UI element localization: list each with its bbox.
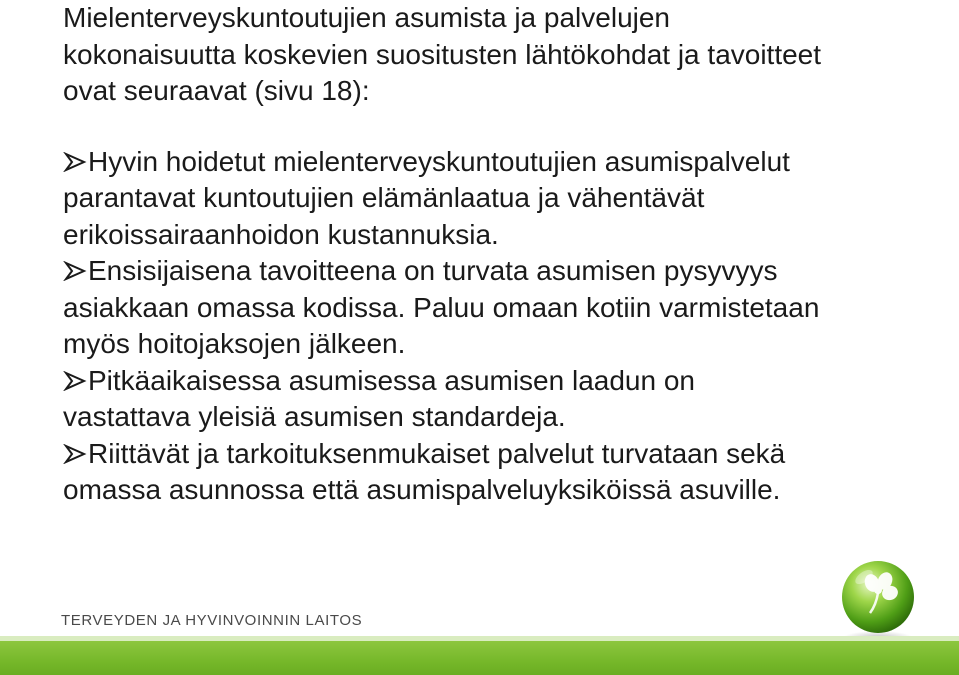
bullet-line-text: Riittävät ja tarkoituksenmukaiset palvelut turvataan sekä (88, 437, 786, 469)
bullet-item (63, 436, 943, 509)
intro-line: ovat seuraavat (sivu 18): (63, 75, 370, 106)
arrow-bullet-icon (63, 444, 87, 464)
slide-content (63, 0, 943, 509)
bullet-line-text: vastattava yleisiä asumisen standardeja. (63, 401, 566, 432)
bullet-item (63, 363, 943, 436)
bullet-line-text: omassa asunnossa että asumispalveluyksiköissä asuville. (63, 474, 781, 505)
arrow-bullet-icon (63, 371, 87, 391)
arrow-bullet-icon (63, 152, 87, 172)
bullet-line-text: parantavat kuntoutujien elämänlaatua ja vähentävät (63, 182, 705, 213)
green-orb-clover-logo-icon (832, 557, 924, 645)
bullet-line-text: erikoissairaanhoidon kustannuksia. (63, 218, 499, 250)
bullet-line-text: myös hoitojaksojen jälkeen. (63, 328, 406, 359)
arrow-bullet-icon (63, 261, 87, 281)
bullet-list (63, 144, 943, 509)
intro-paragraph (63, 0, 943, 110)
bullet-line-text: Pitkäaikaisessa asumisessa asumisen laadun on (88, 364, 695, 396)
intro-line: kokonaisuutta koskevien suositusten lähtökohdat ja tavoitteet (63, 38, 822, 70)
bullet-line-text: Ensisijaisena tavoitteena on turvata asumisen pysyvyys (88, 255, 778, 286)
bullet-line-text: asiakkaan omassa kodissa. Paluu omaan kotiin varmistetaan (63, 291, 820, 323)
organization-name: TERVEYDEN JA HYVINVOINNIN LAITOS (61, 612, 363, 629)
footer-green-bar (0, 641, 959, 675)
bullet-item (63, 144, 943, 254)
bullet-item (63, 253, 943, 363)
bullet-line-text: Hyvin hoidetut mielenterveyskuntoutujien asumispalvelut (88, 145, 790, 177)
intro-line: Mielenterveyskuntoutujien asumista ja palvelujen (63, 2, 671, 33)
